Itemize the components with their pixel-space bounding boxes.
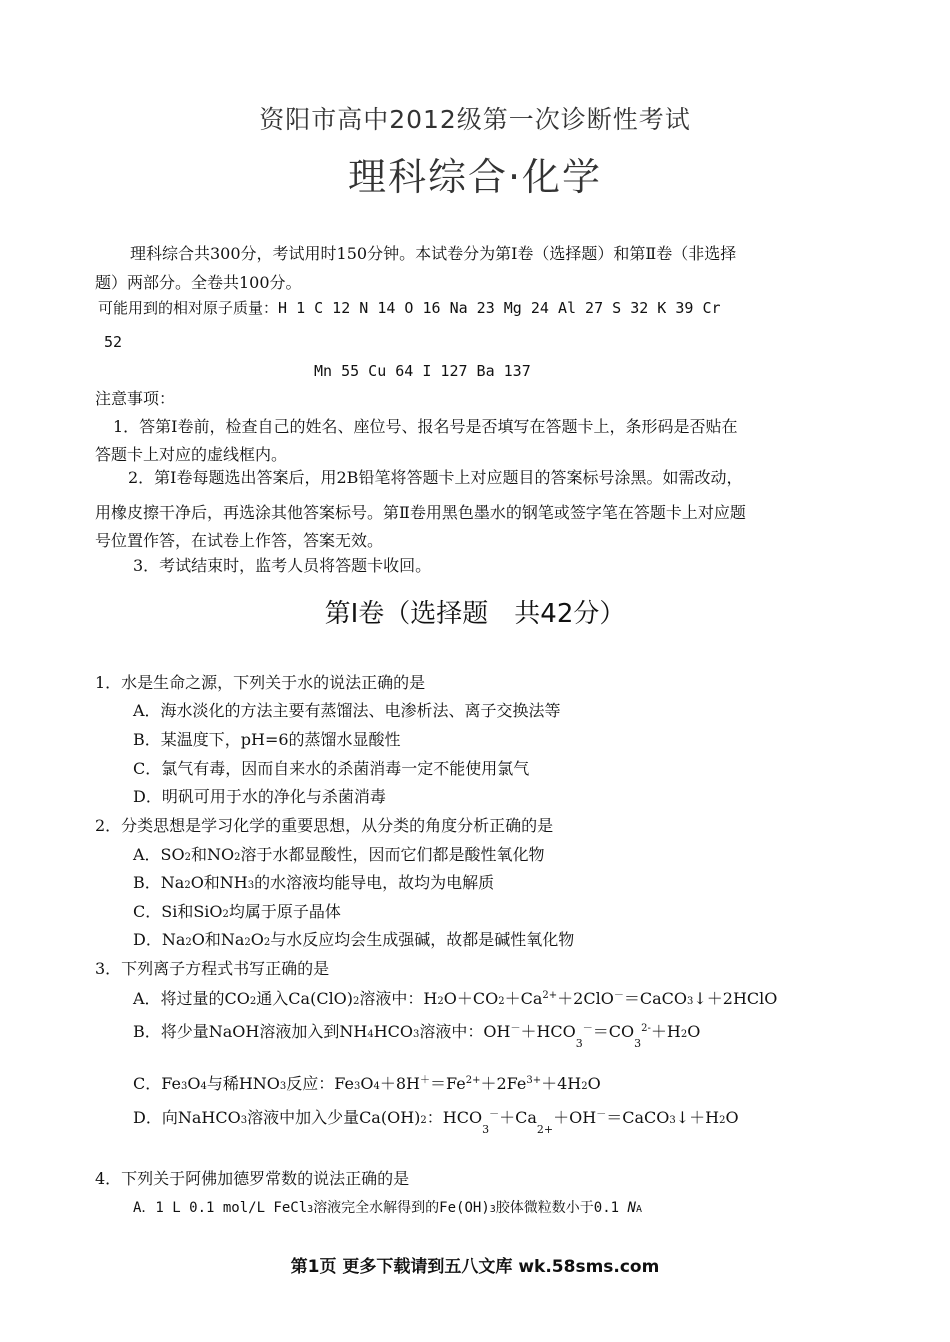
question-4-stem: 4．下列关于阿佛加德罗常数的说法正确的是 <box>95 1169 410 1188</box>
note-1-line-2: 答题卡上对应的虚线框内。 <box>95 445 288 464</box>
note-2-line-2: 用橡皮擦干净后，再选涂其他答案标号。第Ⅱ卷用黑色墨水的钢笔或签字笔在答题卡上对应题 <box>95 503 746 522</box>
question-1-stem: 1．水是生命之源，下列关于水的说法正确的是 <box>95 673 426 692</box>
question-2-option-a: A．SO2和NO2溶于水都显酸性，因而它们都是酸性氧化物 <box>133 845 545 864</box>
question-2-option-d: D．Na2O和Na2O2与水反应均会生成强碱，故都是碱性氧化物 <box>133 930 575 949</box>
atomic-masses-line-1: 可能用到的相对原子质量：H 1 C 12 N 14 O 16 Na 23 Mg 24 Al 27 S 32 K 39 Cr <box>98 299 721 317</box>
question-1-option-a: A．海水淡化的方法主要有蒸馏法、电渗析法、离子交换法等 <box>133 701 561 720</box>
question-3-option-c: C．Fe3O4与稀HNO3反应：$Fe3O4+8H^+=Fe^{2+}+2Fe^{3+}+4H2O$ <box>133 1074 601 1093</box>
notes-title: 注意事项： <box>95 389 176 408</box>
question-4-option-a: A．1 L 0.1 mol/L FeCl3溶液完全水解得到的Fe(OH)3胶体微粒数小于0.1 NA <box>133 1200 642 1216</box>
intro-line-1: 理科综合共300分，考试用时150分钟。本试卷分为第Ⅰ卷（选择题）和第Ⅱ卷（非选择 <box>130 244 737 263</box>
question-2-option-b: B．Na2O和NH3的水溶液均能导电，故均为电解质 <box>133 873 495 892</box>
intro-line-2: 题）两部分。全卷共100分。 <box>95 273 302 292</box>
note-2-line-1: 2．第Ⅰ卷每题选出答案后，用2B铅笔将答题卡上对应题目的答案标号涂黑。如需改动， <box>128 468 743 487</box>
question-3-option-b: B．将少量NaOH溶液加入到NH4HCO3溶液中：$OH^-+HCO_3^-=CO_3^{2-}+H2O$ <box>133 1022 701 1050</box>
note-2-line-3: 号位置作答，在试卷上作答，答案无效。 <box>95 531 384 550</box>
question-3-stem: 3．下列离子方程式书写正确的是 <box>95 959 330 978</box>
atomic-masses-line-2: 52 <box>104 333 123 351</box>
exam-title: 资阳市高中2012级第一次诊断性考试 <box>259 105 691 134</box>
note-1-line-1: 1．答第Ⅰ卷前，检查自己的姓名、座位号、报名号是否填写在答题卡上，条形码是否贴在 <box>113 417 738 436</box>
page-footer: 第1页 更多下载请到五八文库 wk.58sms.com <box>290 1257 660 1277</box>
note-3: 3．考试结束时，监考人员将答题卡收回。 <box>133 556 432 575</box>
question-1-option-c: C．氯气有毒，因而自来水的杀菌消毒一定不能使用氯气 <box>133 759 530 778</box>
question-2-stem: 2．分类思想是学习化学的重要思想，从分类的角度分析正确的是 <box>95 816 554 835</box>
question-3-option-d: D．向NaHCO3溶液中加入少量Ca(OH)2：$HCO_3^-+Ca_{2+}+OH^-=CaCO3↓+H2O$ <box>133 1108 739 1136</box>
question-1-option-d: D．明矾可用于水的净化与杀菌消毒 <box>133 787 386 806</box>
atomic-masses-line-3: Mn 55 Cu 64 I 127 Ba 137 <box>314 362 531 380</box>
section-heading: 第Ⅰ卷（选择题 共42分） <box>324 599 626 629</box>
exam-subtitle: 理科综合·化学 <box>347 155 603 199</box>
question-3-option-a: A．将过量的CO2通入Ca(ClO)2溶液中：$H2O+CO2+Ca^{2+}+2ClO^-=CaCO3↓+2HClO$ <box>133 989 778 1008</box>
question-1-option-b: B．某温度下，pH=6的蒸馏水显酸性 <box>133 730 401 749</box>
question-2-option-c: C．Si和SiO2均属于原子晶体 <box>133 902 341 921</box>
